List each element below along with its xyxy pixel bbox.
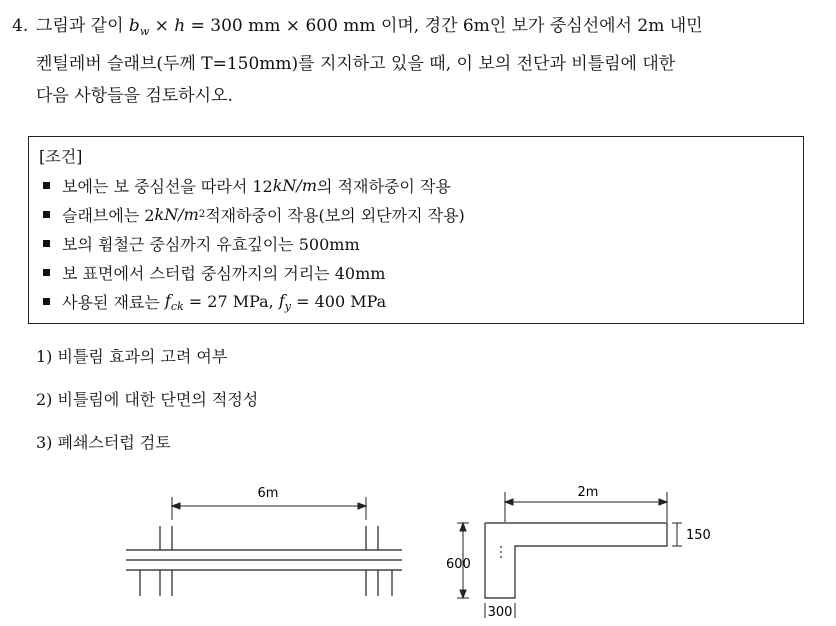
- conditions-title: [조건]: [39, 147, 83, 166]
- slab-thickness-dimension: [672, 523, 682, 546]
- problem-line-1: 4. 그림과 같이 $b_w \times h = 300$ mm × 600 mm 이며, 경간 6m인 보가 중심선에서 2m 내민: [12, 10, 818, 48]
- bw-symbol: $b_w$: [128, 16, 150, 38]
- beam-cross-section: [485, 523, 667, 598]
- square-bullet-icon: [43, 182, 50, 189]
- beam-elevation: [126, 526, 402, 596]
- question-item: 3) 폐쇄스터럽 검토: [36, 433, 171, 452]
- square-bullet-icon: [43, 211, 50, 218]
- condition-item: 사용된 재료는 $f_{ck}$ = 27 MPa, $f_y$ = 400 MPa: [39, 287, 793, 316]
- questions-list: [36, 342, 258, 471]
- problem-number: 4.: [12, 16, 29, 36]
- beam-depth-label: 600: [446, 557, 471, 572]
- cantilever-label: 2m: [577, 485, 599, 500]
- condition-item: 보의 휨철근 중심까지 유효깊이는 500mm: [39, 229, 793, 258]
- problem-statement: [12, 10, 818, 112]
- fck-symbol: $f_{ck}$: [159, 290, 184, 313]
- question-item: 2) 비틀림에 대한 단면의 적정성: [36, 390, 259, 409]
- question-item: 1) 비틀림 효과의 고려 여부: [36, 347, 228, 366]
- unit: kN/m: [272, 176, 317, 195]
- problem-line-2: 켄틸레버 슬래브(두께 T=150mm)를 지지하고 있을 때, 이 보의 전단과 비틀림에 대한: [36, 54, 676, 74]
- problem-text-b: 이며, 경간 6m인 보가 중심선에서 2m 내민: [380, 16, 703, 36]
- problem-line-3: 다음 사항들을 검토하시오.: [36, 86, 233, 106]
- unit-exponent: 2: [198, 209, 206, 220]
- square-bullet-icon: [43, 240, 50, 247]
- span-label: 6m: [257, 486, 279, 501]
- section-size-formula: = 300 mm × 600 mm: [190, 16, 376, 36]
- condition-item: 보에는 보 중심선을 따라서 12 kN/m 의 적재하중이 작용: [39, 171, 793, 200]
- conditions-box: [28, 136, 804, 324]
- condition-item: 슬래브에는 2 kN/m 2 적재하중이 작용(보의 외단까지 작용): [39, 200, 793, 229]
- problem-text-a: 그림과 같이: [36, 16, 129, 36]
- h-symbol: h: [174, 16, 186, 36]
- square-bullet-icon: [43, 269, 50, 276]
- unit: kN/m: [154, 205, 199, 224]
- slab-thickness-label: 150: [686, 528, 711, 543]
- fy-symbol: $f_y$: [273, 290, 291, 313]
- beam-width-label: 300: [487, 605, 513, 620]
- square-bullet-icon: [43, 298, 50, 305]
- condition-item: 보 표면에서 스터럽 중심까지의 거리는 40mm: [39, 258, 793, 287]
- figure: [0, 470, 836, 626]
- structure-diagram: [0, 470, 836, 626]
